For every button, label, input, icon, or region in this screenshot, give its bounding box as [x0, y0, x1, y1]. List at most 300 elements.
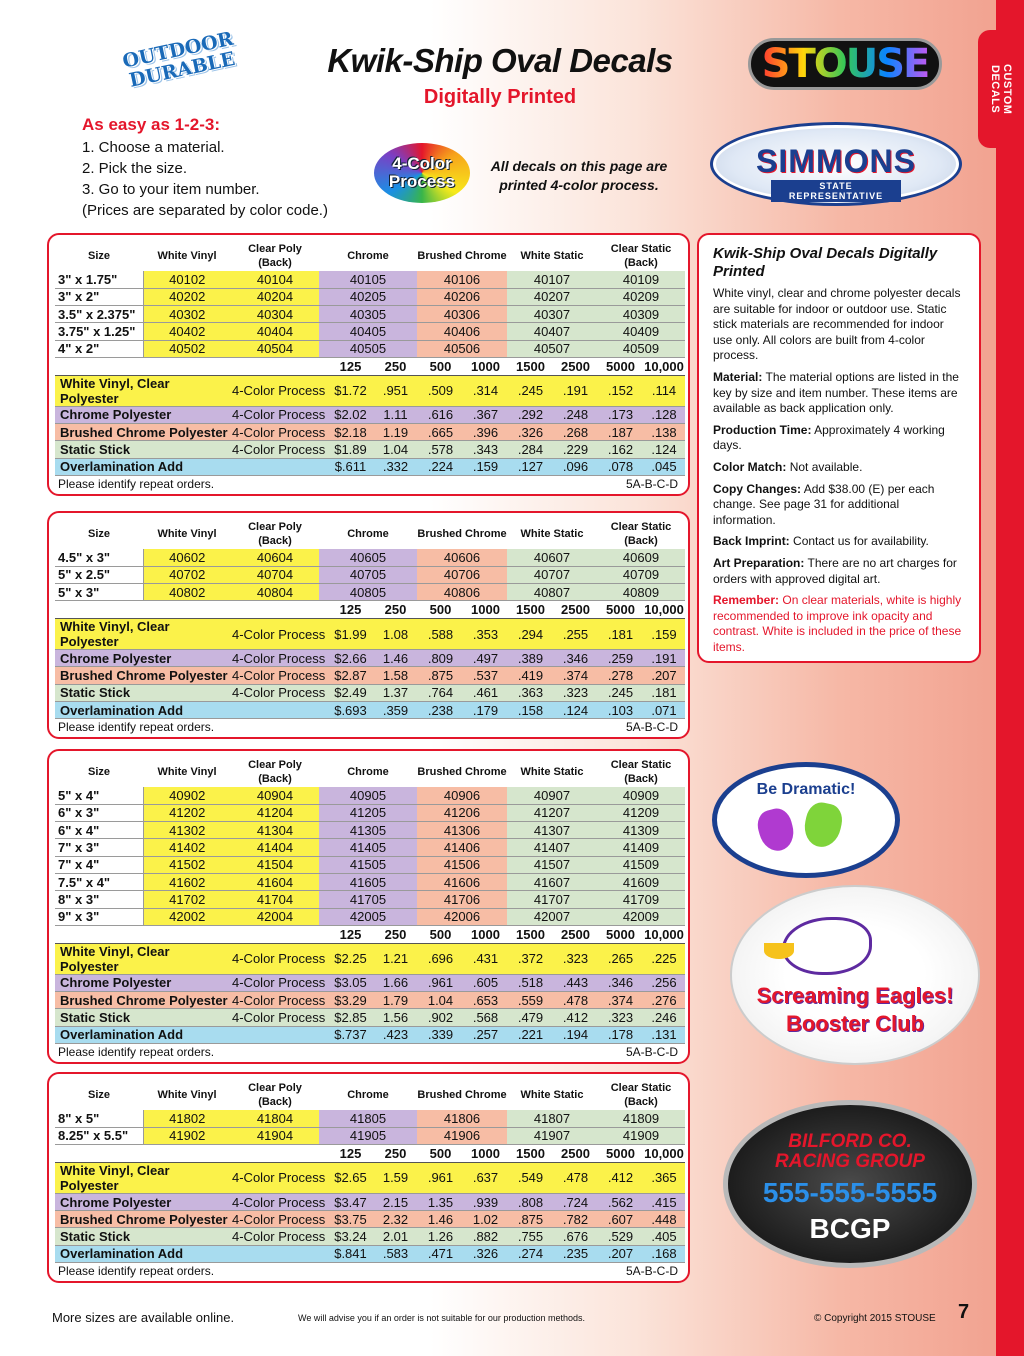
price-cell: .616 [418, 406, 463, 423]
price-table [55, 519, 685, 601]
info-remember [713, 593, 965, 655]
info-item-text: There are no art charges for orders with approved digital art. [713, 555, 957, 586]
quantity-cell: 500 [418, 601, 463, 618]
price-cell: .518 [508, 974, 553, 991]
quantity-cell: 1500 [508, 358, 553, 375]
item-number-cell: 40605 [319, 549, 417, 566]
item-number-cell: 40909 [597, 787, 685, 804]
price-cell: .367 [463, 406, 508, 423]
item-number-cell: 41904 [231, 1127, 319, 1144]
column-header: White Static [520, 1089, 584, 1101]
price-cell: .265 [598, 943, 643, 974]
price-cell: 1.79 [373, 991, 418, 1008]
item-number-cell: 40509 [597, 340, 685, 357]
price-cell: .405 [643, 1228, 685, 1245]
price-cell: .255 [553, 619, 598, 650]
process-cell: 4-Color Process [230, 974, 328, 991]
price-cell: 1.46 [373, 650, 418, 667]
size-cell: 7" x 4" [55, 856, 143, 873]
price-cell: .412 [598, 1162, 643, 1193]
step-1: 1. Choose a material. [82, 139, 225, 156]
process-cell: 4-Color Process [230, 406, 328, 423]
item-number-cell: 40704 [231, 566, 319, 583]
process-note: All decals on this page are printed 4-color process. [490, 158, 668, 193]
item-number-cell: 40105 [319, 271, 417, 288]
size-row [55, 566, 685, 583]
item-number-cell: 42009 [597, 908, 685, 925]
price-cell: $2.25 [328, 943, 373, 974]
price-row [55, 1228, 685, 1245]
material-name: Static Stick [55, 1228, 230, 1245]
table-footer [55, 1044, 682, 1062]
item-number-cell: 41606 [417, 873, 507, 890]
column-header: Clear Poly (Back) [248, 521, 302, 547]
item-number-cell: 40906 [417, 787, 507, 804]
item-number-cell: 41605 [319, 873, 417, 890]
info-item-text: Approximately 4 working days. [713, 422, 945, 453]
item-number-cell: 41204 [231, 804, 319, 821]
process-cell: 4-Color Process [230, 619, 328, 650]
price-cell: .235 [553, 1245, 598, 1262]
item-number-cell: 40507 [507, 340, 597, 357]
bcgp-line-2: RACING GROUP [775, 1151, 925, 1172]
item-number-cell: 41509 [597, 856, 685, 873]
material-name: Overlamination Add [55, 458, 230, 475]
column-header: Chrome [347, 1089, 389, 1101]
info-item-label: Production Time: [713, 422, 812, 437]
process-cell: 4-Color Process [230, 991, 328, 1008]
price-table-box [47, 749, 690, 1064]
item-number-cell: 40506 [417, 340, 507, 357]
size-cell: 5" x 2.5" [55, 566, 143, 583]
price-cell: .423 [373, 1026, 418, 1043]
quantity-cell: 1000 [463, 926, 508, 943]
price-cell: 2.32 [373, 1211, 418, 1228]
column-header: Clear Poly (Back) [248, 1082, 302, 1108]
quantity-cell: 10,000 [644, 358, 684, 374]
price-cell: 1.37 [373, 684, 418, 701]
item-number-cell: 41806 [417, 1110, 507, 1127]
quantity-cell: 500 [418, 1145, 463, 1162]
price-cell: .665 [418, 424, 463, 441]
price-table-box [47, 1072, 690, 1283]
size-row [55, 856, 685, 873]
info-item-label: Copy Changes: [713, 481, 802, 496]
price-cell: $2.02 [328, 406, 373, 423]
price-cell: .537 [463, 667, 508, 684]
quantity-cell: 250 [373, 1145, 418, 1162]
price-cell: .346 [598, 974, 643, 991]
size-cell: 6" x 3" [55, 804, 143, 821]
price-cell: .374 [553, 667, 598, 684]
price-cell: .902 [418, 1009, 463, 1026]
info-item-text: Add $38.00 (E) per each change. See page 31 for additional information. [713, 481, 935, 527]
item-number-cell: 40206 [417, 288, 507, 305]
repeat-orders-note: Please identify repeat orders. [58, 720, 215, 735]
size-cell: 6" x 4" [55, 822, 143, 839]
item-number-cell: 41805 [319, 1110, 417, 1127]
price-cell: 2.01 [373, 1228, 418, 1245]
item-number-cell: 41405 [319, 839, 417, 856]
item-number-cell: 40807 [507, 584, 597, 601]
price-cell: .568 [463, 1009, 508, 1026]
table-footer [55, 719, 682, 737]
blank-cell [230, 601, 328, 618]
quantity-cell: 5000 [598, 926, 643, 943]
price-cell: .225 [643, 943, 685, 974]
price-cell: .248 [553, 406, 598, 423]
price-cell: .181 [598, 619, 643, 650]
size-row [55, 839, 685, 856]
price-cell: .207 [598, 1245, 643, 1262]
item-number-cell: 41702 [143, 891, 231, 908]
material-name: Brushed Chrome Polyester [55, 424, 230, 441]
price-cell: .509 [418, 375, 463, 406]
item-number-cell: 40405 [319, 323, 417, 340]
price-cell: .274 [508, 1245, 553, 1262]
price-table [55, 241, 685, 358]
page-subtitle: Digitally Printed [423, 86, 577, 108]
info-intro: White vinyl, clear and chrome polyester decals are suitable for indoor or outdoor use. Static stick materials are recommended for indoor use only. All colors are built from 4-color process. [713, 286, 961, 363]
column-header: Chrome [347, 250, 389, 262]
price-cell: .314 [463, 375, 508, 406]
item-number-cell: 41905 [319, 1127, 417, 1144]
price-table-box [47, 233, 690, 496]
item-number-cell: 41202 [143, 804, 231, 821]
quantity-row [55, 1145, 685, 1162]
price-cell: .191 [643, 650, 685, 667]
tragedy-mask-icon [754, 805, 798, 854]
page-number: 7 [958, 1301, 970, 1323]
quantity-cell: 1000 [463, 601, 508, 618]
price-cell: .607 [598, 1211, 643, 1228]
price-cell: .809 [418, 650, 463, 667]
price-row [55, 702, 685, 719]
price-cell: .187 [598, 424, 643, 441]
eagle-beak-icon [764, 943, 794, 959]
price-cell: .173 [598, 406, 643, 423]
price-cell: .461 [463, 684, 508, 701]
item-number-cell: 40607 [507, 549, 597, 566]
category-tab[interactable] [978, 30, 1024, 148]
item-number-cell: 40504 [231, 340, 319, 357]
quantity-cell: 1000 [463, 1145, 508, 1162]
price-cell: .419 [508, 667, 553, 684]
price-cell: .549 [508, 1162, 553, 1193]
price-cell: .259 [598, 650, 643, 667]
simmons-sub: STATE REPRESENTATIVE [771, 180, 901, 202]
item-number-cell: 40702 [143, 566, 231, 583]
item-number-cell: 40109 [597, 271, 685, 288]
item-number-cell: 42006 [417, 908, 507, 925]
price-cell: .961 [418, 1162, 463, 1193]
item-number-cell: 40102 [143, 271, 231, 288]
item-number-cell: 41502 [143, 856, 231, 873]
size-cell: 8" x 5" [55, 1110, 143, 1127]
info-item [713, 423, 965, 454]
price-cell: .245 [598, 684, 643, 701]
blank-cell [230, 1145, 328, 1162]
column-header: Brushed Chrome [417, 528, 507, 540]
price-row [55, 684, 685, 701]
size-row [55, 787, 685, 804]
quantity-row [55, 926, 685, 943]
footer-advise: We will advise you if an order is not suitable for our production methods. [298, 1313, 585, 1323]
price-cell: 1.66 [373, 974, 418, 991]
item-number-cell: 41709 [597, 891, 685, 908]
item-number-cell: 41804 [231, 1110, 319, 1127]
four-color-process-badge: 4-Color Process [374, 143, 470, 203]
blank-cell [55, 358, 230, 375]
column-header: Size [87, 1089, 110, 1101]
price-cell: $3.05 [328, 974, 373, 991]
price-grid [55, 1145, 685, 1263]
item-number-cell: 41309 [597, 822, 685, 839]
price-cell: .951 [373, 375, 418, 406]
price-row [55, 619, 685, 650]
size-row [55, 549, 685, 566]
item-number-cell: 40305 [319, 306, 417, 323]
page-title: Kwik-Ship Oval Decals [327, 42, 673, 79]
price-cell: .696 [418, 943, 463, 974]
price-cell: $.737 [328, 1026, 373, 1043]
price-cell: .179 [463, 702, 508, 719]
price-cell: .755 [508, 1228, 553, 1245]
price-cell: .191 [553, 375, 598, 406]
info-item-text: Contact us for availability. [793, 534, 929, 549]
price-cell: $2.65 [328, 1162, 373, 1193]
quantity-cell: 125 [328, 358, 373, 375]
price-row [55, 943, 685, 974]
blank-cell [55, 601, 230, 618]
price-row [55, 1211, 685, 1228]
price-grid [55, 926, 685, 1044]
price-row [55, 458, 685, 475]
price-cell: .103 [598, 702, 643, 719]
price-cell: .246 [643, 1009, 685, 1026]
price-cell: $2.66 [328, 650, 373, 667]
size-row [55, 340, 685, 357]
item-number-cell: 40706 [417, 566, 507, 583]
price-cell: .605 [463, 974, 508, 991]
comedy-mask-icon [801, 800, 845, 851]
size-row [55, 1110, 685, 1127]
column-header: White Static [520, 766, 584, 778]
simmons-name: SIMMONS [756, 143, 916, 179]
size-cell: 8" x 3" [55, 891, 143, 908]
column-header: White Static [520, 250, 584, 262]
price-cell: .159 [643, 619, 685, 650]
price-cell: 1.11 [373, 406, 418, 423]
price-cell: $.611 [328, 458, 373, 475]
item-number-cell: 40705 [319, 566, 417, 583]
column-header: Clear Static (Back) [610, 521, 672, 547]
material-name: Chrome Polyester [55, 974, 230, 991]
item-number-cell: 40809 [597, 584, 685, 601]
item-number-cell: 40402 [143, 323, 231, 340]
table-header-row [55, 519, 685, 549]
price-cell: .875 [508, 1211, 553, 1228]
process-cell [230, 458, 328, 475]
info-title: Kwik-Ship Oval Decals Digitally Printed [713, 245, 938, 280]
price-cell: .529 [598, 1228, 643, 1245]
size-cell: 7" x 3" [55, 839, 143, 856]
price-grid [55, 601, 685, 719]
material-name: Chrome Polyester [55, 1193, 230, 1210]
price-cell: $1.89 [328, 441, 373, 458]
price-cell: .559 [508, 991, 553, 1008]
price-cell: $3.75 [328, 1211, 373, 1228]
table-header-row [55, 241, 685, 271]
item-number-cell: 41207 [507, 804, 597, 821]
price-cell: .412 [553, 1009, 598, 1026]
price-cell: .158 [508, 702, 553, 719]
price-cell: .365 [643, 1162, 685, 1193]
price-cell: .178 [598, 1026, 643, 1043]
price-cell: .431 [463, 943, 508, 974]
price-row [55, 991, 685, 1008]
item-number-cell: 41307 [507, 822, 597, 839]
price-cell: .396 [463, 424, 508, 441]
size-row [55, 271, 685, 288]
item-number-cell: 40505 [319, 340, 417, 357]
price-code: 5A-B-C-D [625, 720, 678, 735]
price-cell: .152 [598, 375, 643, 406]
price-cell: .497 [463, 650, 508, 667]
table-footer [55, 1263, 682, 1281]
item-number-cell: 41406 [417, 839, 507, 856]
price-cell: .583 [373, 1245, 418, 1262]
size-cell: 5" x 3" [55, 584, 143, 601]
price-row [55, 406, 685, 423]
item-number-cell: 41302 [143, 822, 231, 839]
info-item [713, 556, 965, 587]
item-number-cell: 40409 [597, 323, 685, 340]
price-cell: $1.99 [328, 619, 373, 650]
price-cell: .045 [643, 458, 685, 475]
price-cell: $2.85 [328, 1009, 373, 1026]
item-number-cell: 40309 [597, 306, 685, 323]
steps-block [82, 115, 382, 221]
price-row [55, 974, 685, 991]
price-row [55, 1162, 685, 1193]
quantity-cell: 500 [418, 358, 463, 375]
item-number-cell: 41206 [417, 804, 507, 821]
price-cell: .294 [508, 619, 553, 650]
column-header: White Vinyl [157, 766, 217, 778]
price-cell: .278 [598, 667, 643, 684]
material-name: Chrome Polyester [55, 406, 230, 423]
item-number-cell: 40804 [231, 584, 319, 601]
price-cell: $2.49 [328, 684, 373, 701]
item-number-cell: 41402 [143, 839, 231, 856]
quantity-cell: 5000 [598, 1145, 643, 1162]
item-number-cell: 41802 [143, 1110, 231, 1127]
price-cell: .194 [553, 1026, 598, 1043]
item-number-cell: 41602 [143, 873, 231, 890]
item-number-cell: 40209 [597, 288, 685, 305]
material-name: Static Stick [55, 441, 230, 458]
table-header-row [55, 757, 685, 787]
column-header: Clear Poly (Back) [248, 759, 302, 785]
price-cell: $.693 [328, 702, 373, 719]
price-cell: .882 [463, 1228, 508, 1245]
price-cell: .326 [463, 1245, 508, 1262]
info-item-label: Color Match: [713, 459, 787, 474]
item-number-cell: 40709 [597, 566, 685, 583]
size-row [55, 891, 685, 908]
quantity-cell: 125 [328, 601, 373, 618]
quantity-row [55, 358, 685, 375]
info-item [713, 534, 965, 550]
size-row [55, 323, 685, 340]
quantity-cell: 1000 [463, 358, 508, 375]
process-cell: 4-Color Process [230, 1228, 328, 1245]
price-cell: .478 [553, 1162, 598, 1193]
item-number-cell: 41505 [319, 856, 417, 873]
item-number-cell: 41306 [417, 822, 507, 839]
repeat-orders-note: Please identify repeat orders. [58, 476, 215, 491]
material-name: White Vinyl, Clear Polyester [55, 943, 230, 974]
item-number-cell: 41706 [417, 891, 507, 908]
price-row [55, 1009, 685, 1026]
price-cell: .159 [463, 458, 508, 475]
size-cell: 5" x 4" [55, 787, 143, 804]
price-cell: .181 [643, 684, 685, 701]
price-cell: .637 [463, 1162, 508, 1193]
item-number-cell: 40404 [231, 323, 319, 340]
price-cell: .326 [508, 424, 553, 441]
sample-decal-dramatic [712, 762, 900, 878]
footer-more-sizes: More sizes are available online. [52, 1310, 235, 1325]
item-number-cell: 41205 [319, 804, 417, 821]
price-row [55, 441, 685, 458]
column-header: Size [87, 766, 110, 778]
item-number-cell: 41705 [319, 891, 417, 908]
process-cell: 4-Color Process [230, 1009, 328, 1026]
column-header: Chrome [347, 528, 389, 540]
info-item-label: Material: [713, 369, 763, 384]
material-name: Static Stick [55, 684, 230, 701]
column-header: Clear Static (Back) [610, 1082, 672, 1108]
item-number-cell: 40107 [507, 271, 597, 288]
price-cell: 1.21 [373, 943, 418, 974]
price-cell: .443 [553, 974, 598, 991]
item-number-cell: 41506 [417, 856, 507, 873]
column-header: Chrome [347, 766, 389, 778]
process-cell: 4-Color Process [230, 441, 328, 458]
quantity-cell: 5000 [598, 358, 643, 375]
price-cell: .808 [508, 1193, 553, 1210]
info-item [713, 370, 965, 417]
price-code: 5A-B-C-D [625, 476, 678, 491]
price-cell: 1.56 [373, 1009, 418, 1026]
material-name: Brushed Chrome Polyester [55, 1211, 230, 1228]
price-cell: .323 [553, 684, 598, 701]
price-row [55, 650, 685, 667]
price-cell: .588 [418, 619, 463, 650]
eagles-line-2: Booster Club [785, 1011, 925, 1036]
column-header: Size [87, 528, 110, 540]
info-item-label: Back Imprint: [713, 534, 790, 549]
price-cell: .479 [508, 1009, 553, 1026]
item-number-cell: 40806 [417, 584, 507, 601]
item-number-cell: 41902 [143, 1127, 231, 1144]
quantity-cell: 250 [373, 601, 418, 618]
column-header: White Static [520, 528, 584, 540]
price-cell: .229 [553, 441, 598, 458]
step-note: (Prices are separated by color code.) [82, 202, 328, 219]
